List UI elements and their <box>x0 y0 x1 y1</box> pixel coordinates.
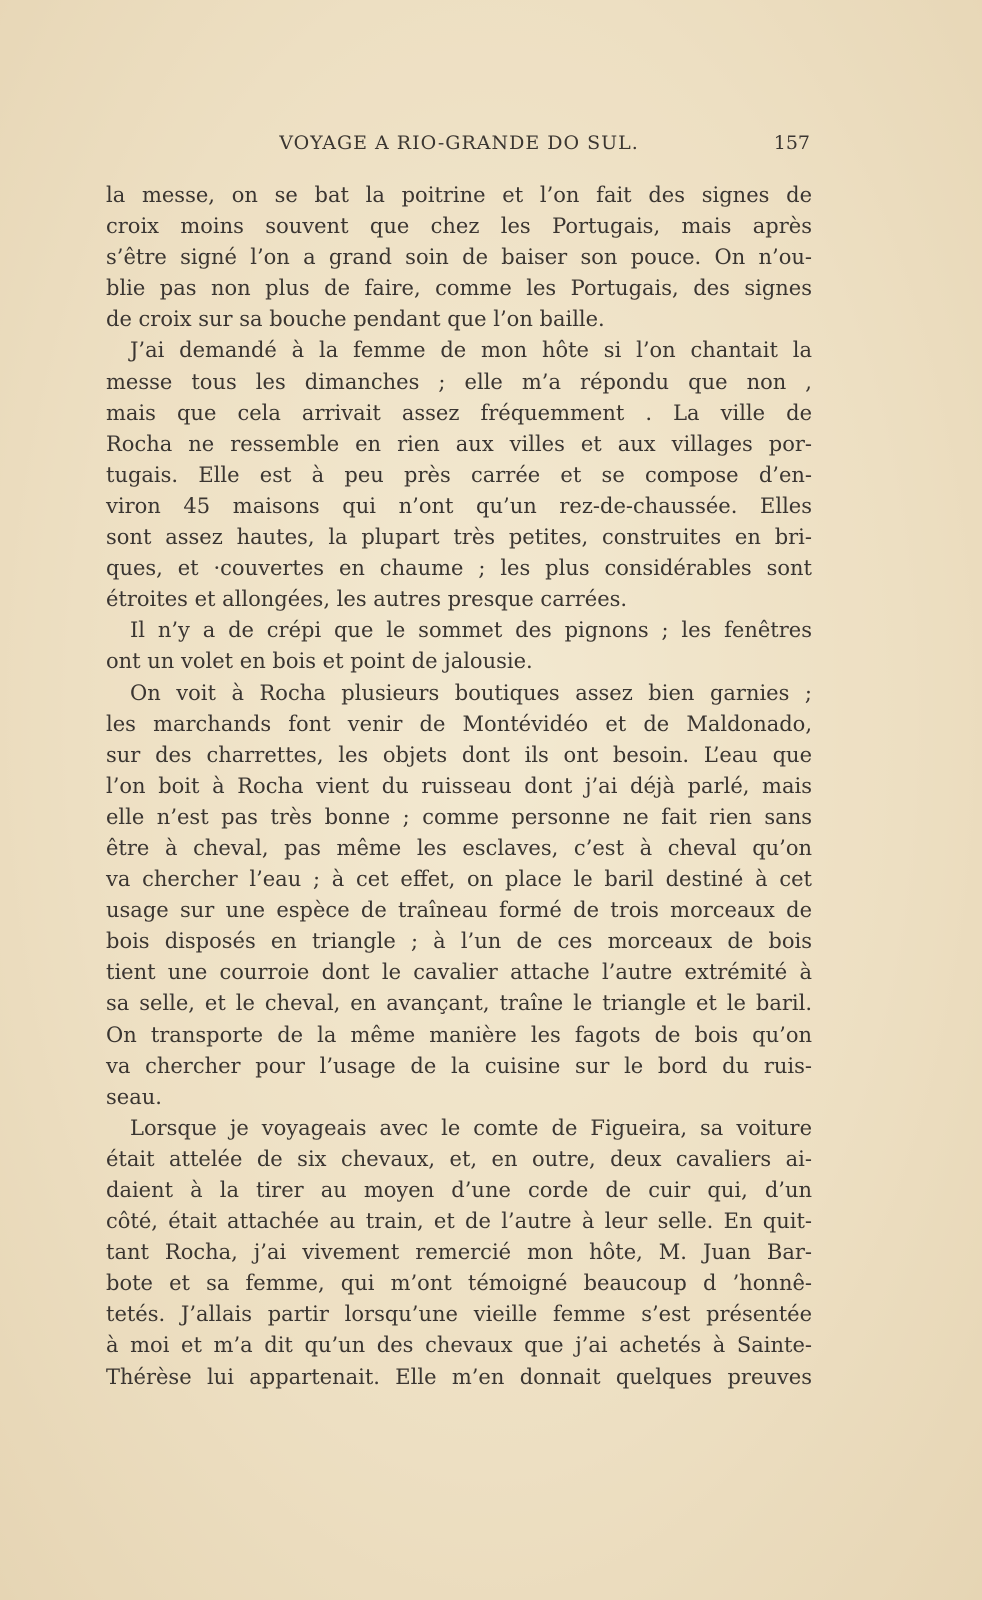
text-line: elle n’est pas très bonne ; comme personne ne fait rien sans <box>106 804 812 829</box>
text-line: bois disposés en triangle ; à l’un de ces morceaux de bois <box>106 929 812 954</box>
text-line: les marchands font venir de Montévidéo et de Maldonado, <box>106 711 812 736</box>
text-line: seau. <box>106 1084 162 1109</box>
text-line: sa selle, et le cheval, en avançant, traîne le triangle et le baril. <box>106 991 812 1016</box>
text-line: l’on boit à Rocha vient du ruisseau dont j’ai déjà parlé, mais <box>106 773 812 798</box>
text-line: va chercher pour l’usage de la cuisine sur le bord du ruis- <box>106 1053 812 1078</box>
text-line: tient une courroie dont le cavalier attache l’autre extrémité à <box>106 960 812 985</box>
text-line: la messe, on se bat la poitrine et l’on fait des signes de <box>106 183 812 207</box>
text-line: étroites et allongées, les autres presque carrées. <box>106 587 628 612</box>
text-line: daient à la tirer au moyen d’une corde de cuir qui, d’un <box>106 1178 812 1202</box>
text-line: ques, et ·couvertes en chaume ; les plus considérables sont <box>106 556 812 581</box>
text-line: usage sur une espèce de traîneau formé de trois morceaux de <box>106 898 812 923</box>
text-line: tetés. J’allais partir lorsqu’une vieille femme s’est présentée <box>106 1302 812 1327</box>
text-line: tant Rocha, j’ai vivement remercié mon hôte, M. Juan Bar- <box>106 1240 812 1265</box>
running-head: VOYAGE A RIO-GRANDE DO SUL. <box>279 132 639 154</box>
text-line: mais que cela arrivait assez fréquemment . La ville de <box>106 400 812 425</box>
text-line: On transporte de la même manière les fagots de bois qu’on <box>106 1022 812 1047</box>
text-line: être à cheval, pas même les esclaves, c’est à cheval qu’on <box>106 835 812 860</box>
text-line: J’ai demandé à la femme de mon hôte si l’on chantait la <box>130 338 812 363</box>
text-line: croix moins souvent que chez les Portugais, mais après <box>106 214 812 239</box>
text-line: ont un volet en bois et point de jalousie. <box>106 649 533 674</box>
text-line: sur des charrettes, les objets dont ils ont besoin. L’eau que <box>106 742 812 767</box>
body-text <box>106 180 812 1393</box>
text-line: de croix sur sa bouche pendant que l’on baille. <box>106 307 605 332</box>
text-line: à moi et m’a dit qu’un des chevaux que j’ai achetés à Sainte- <box>106 1333 812 1358</box>
page-header <box>108 130 810 160</box>
text-line: Rocha ne ressemble en rien aux villes et aux villages por- <box>106 431 812 456</box>
text-line: Thérèse lui appartenait. Elle m’en donnait quelques preuves <box>106 1364 812 1389</box>
text-line: s’être signé l’on a grand soin de baiser son pouce. On n’ou- <box>106 245 812 270</box>
text-line: bote et sa femme, qui m’ont témoigné beaucoup d ’honnê- <box>106 1271 812 1296</box>
text-line: viron 45 maisons qui n’ont qu’un rez-de-chaussée. Elles <box>106 493 812 518</box>
page-number: 157 <box>773 132 810 154</box>
text-line: sont assez hautes, la plupart très petites, construites en bri- <box>106 525 812 550</box>
text-line: blie pas non plus de faire, comme les Portugais, des signes <box>106 276 812 301</box>
text-line: côté, était attachée au train, et de l’autre à leur selle. En quit- <box>106 1209 812 1234</box>
text-line: Il n’y a de crépi que le sommet des pignons ; les fenêtres <box>130 618 812 643</box>
text-line: messe tous les dimanches ; elle m’a répondu que non , <box>106 369 812 394</box>
text-line: Lorsque je voyageais avec le comte de Figueira, sa voiture <box>130 1115 812 1140</box>
text-line: tugais. Elle est à peu près carrée et se compose d’en- <box>106 462 812 487</box>
text-line: était attelée de six chevaux, et, en outre, deux cavaliers ai- <box>106 1146 812 1171</box>
text-line: On voit à Rocha plusieurs boutiques assez bien garnies ; <box>130 680 812 705</box>
text-line: va chercher l’eau ; à cet effet, on place le baril destiné à cet <box>106 867 812 892</box>
